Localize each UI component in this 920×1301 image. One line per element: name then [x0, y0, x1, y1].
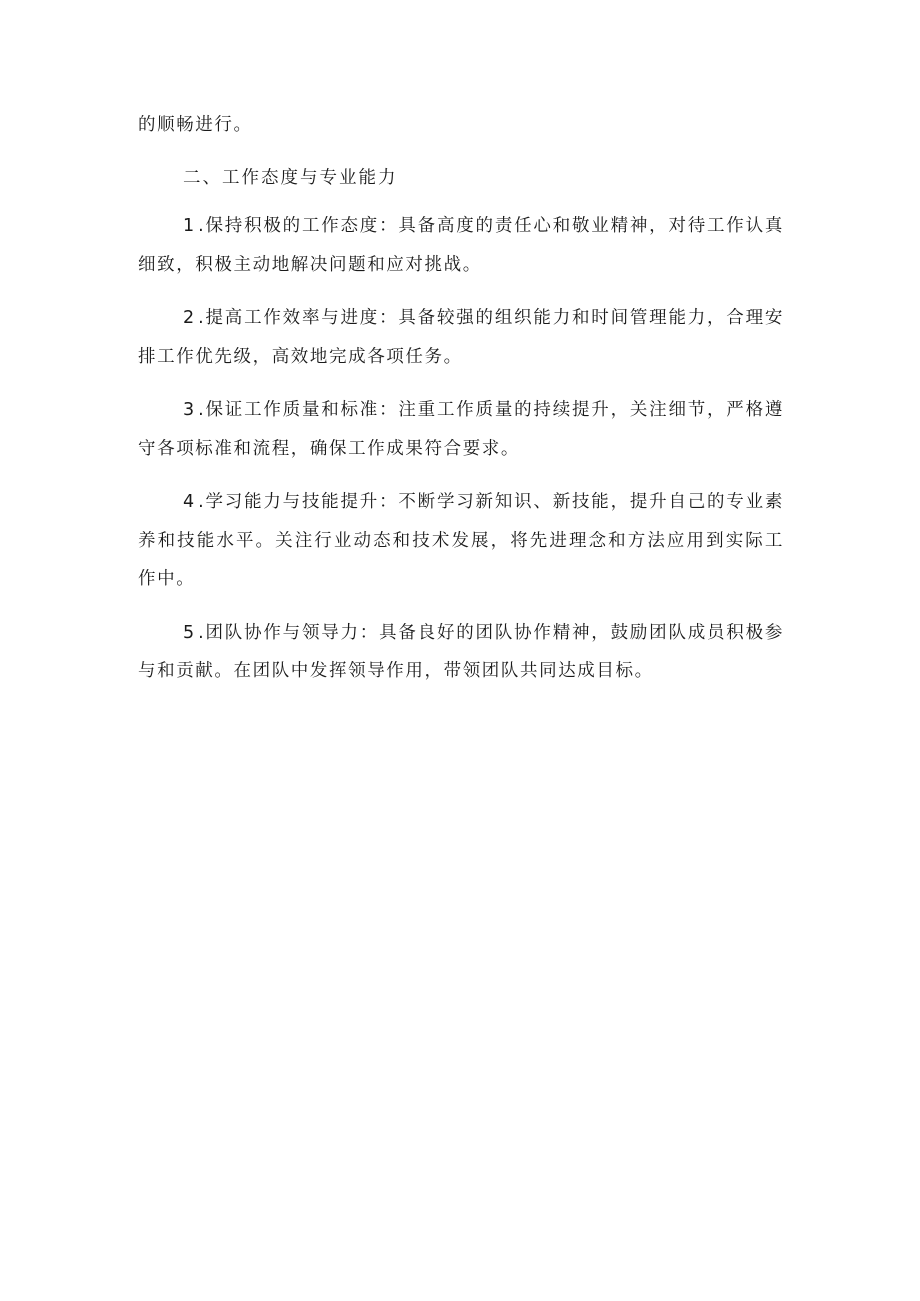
- list-item: [138, 207, 784, 284]
- item-number: 4: [183, 492, 199, 512]
- item-text: .保证工作质量和标准：注重工作质量的持续提升，关注细节，严格遵守各项标准和流程，确保工作成果符合要求。: [138, 400, 784, 459]
- list-item: [138, 614, 784, 691]
- item-text: .保持积极的工作态度：具备高度的责任心和敬业精神，对待工作认真细致，积极主动地解决问题和应对挑战。: [138, 216, 784, 275]
- item-number: 1: [183, 216, 199, 236]
- list-item: [138, 391, 784, 468]
- item-number: 2: [183, 308, 199, 328]
- item-text: .提高工作效率与进度：具备较强的组织能力和时间管理能力，合理安排工作优先级，高效地完成各项任务。: [138, 308, 784, 367]
- list-item: [138, 483, 784, 599]
- section-heading: 二、工作态度与专业能力: [183, 167, 398, 188]
- item-number: 5: [183, 622, 199, 643]
- item-text: .学习能力与技能提升：不断学习新知识、新技能，提升自己的专业素养和技能水平。关注行业动态和技术发展，将先进理念和方法应用到实际工作中。: [138, 492, 784, 589]
- item-number: 3: [183, 400, 199, 420]
- item-text: .团队协作与领导力：具备良好的团队协作精神，鼓励团队成员积极参与和贡献。在团队中发挥领导作用，带领团队共同达成目标。: [138, 622, 784, 681]
- list-item: [138, 299, 784, 376]
- continuation-text: 的顺畅进行。: [138, 115, 253, 135]
- document-body: [138, 106, 784, 706]
